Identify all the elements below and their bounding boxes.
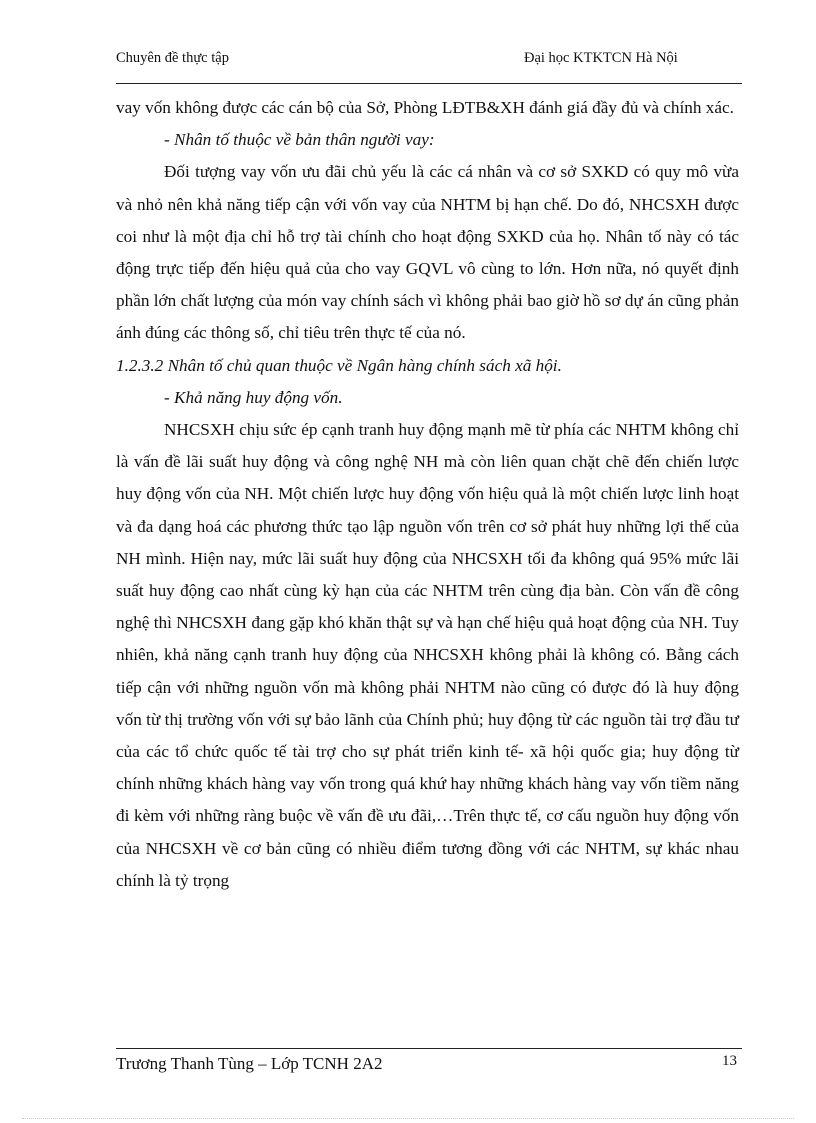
page-boundary — [22, 1118, 794, 1119]
paragraph-capital-mobilization: NHCSXH chịu sức ép cạnh tranh huy động mạnh mẽ từ phía các NHTM không chỉ là vấn đề lãi suất huy động và công nghệ NH mà còn liên quan chặt chẽ đến chiến lược huy động vốn của NH. Một chiến lược huy động vốn hiệu quả là một chiến lược linh hoạt và đa dạng hoá các phương thức tạo lập nguồn vốn trên cơ sở phát huy những lợi thế của NH mình. Hiện nay, mức lãi suất huy động của NHCSXH tối đa không quá 95% mức lãi suất huy động cao nhất cùng kỳ hạn của các NHTM trên cùng địa bàn. Còn vấn đề công nghệ thì NHCSXH đang gặp khó khăn thật sự và hạn chế hiệu quả hoạt động của NH. Tuy nhiên, khả năng cạnh tranh huy động của NHCSXH không phải là không có. Bằng cách tiếp cận với những nguồn vốn mà không phải NHTM nào cũng có được đó là huy động vốn từ thị trường vốn với sự bảo lãnh của Chính phủ; huy động từ các nguồn tài trợ đầu tư của các tổ chức quốc tế tài trợ cho sự phát triển kinh tế- xã hội quốc gia; huy động từ chính những khách hàng vay vốn trong quá khứ hay những khách hàng vay vốn tiềm năng đi kèm với những ràng buộc về vấn đề ưu đãi,…Trên thực tế, cơ cấu nguồn huy động vốn của NHCSXH về cơ bản cũng có nhiều điểm tương đồng với các NHTM, sự khác nhau chính là tỷ trọng — [116, 420, 739, 890]
paragraph-continuation: vay vốn không được các cán bộ của Sở, Phòng LĐTB&XH đánh giá đầy đủ và chính xác. — [116, 98, 734, 117]
header-title: Chuyên đề thực tập — [116, 50, 229, 66]
page-number: 13 — [722, 1053, 737, 1069]
subheading-capital-mobilization: - Khả năng huy động vốn. — [164, 387, 343, 407]
footer-author: Trương Thanh Tùng – Lớp TCNH 2A2 — [116, 1054, 383, 1073]
subheading-borrower-factor: - Nhân tố thuộc về bản thân người vay: — [164, 130, 435, 150]
header-institution: Đại học KTKTCN Hà Nội — [524, 50, 678, 66]
body-content — [116, 92, 739, 897]
section-heading-1-2-3-2: 1.2.3.2 Nhân tố chủ quan thuộc về Ngân hàng chính sách xã hội. — [116, 355, 562, 375]
header-divider — [116, 83, 742, 84]
footer-divider — [116, 1048, 742, 1049]
paragraph-borrower: Đối tượng vay vốn ưu đãi chủ yếu là các cá nhân và cơ sở SXKD có quy mô vừa và nhỏ nên khả năng tiếp cận với vốn vay của NHTM bị hạn chế. Do đó, NHCSXH được coi như là một địa chỉ hỗ trợ tài chính cho hoạt động SXKD của họ. Nhân tố này có tác động trực tiếp đến hiệu quả của cho vay GQVL vô cùng to lớn. Hơn nữa, nó quyết định phần lớn chất lượng của món vay chính sách vì không phải bao giờ hồ sơ dự án cũng phản ánh đúng các thông số, chỉ tiêu trên thực tế của nó. — [116, 162, 739, 343]
